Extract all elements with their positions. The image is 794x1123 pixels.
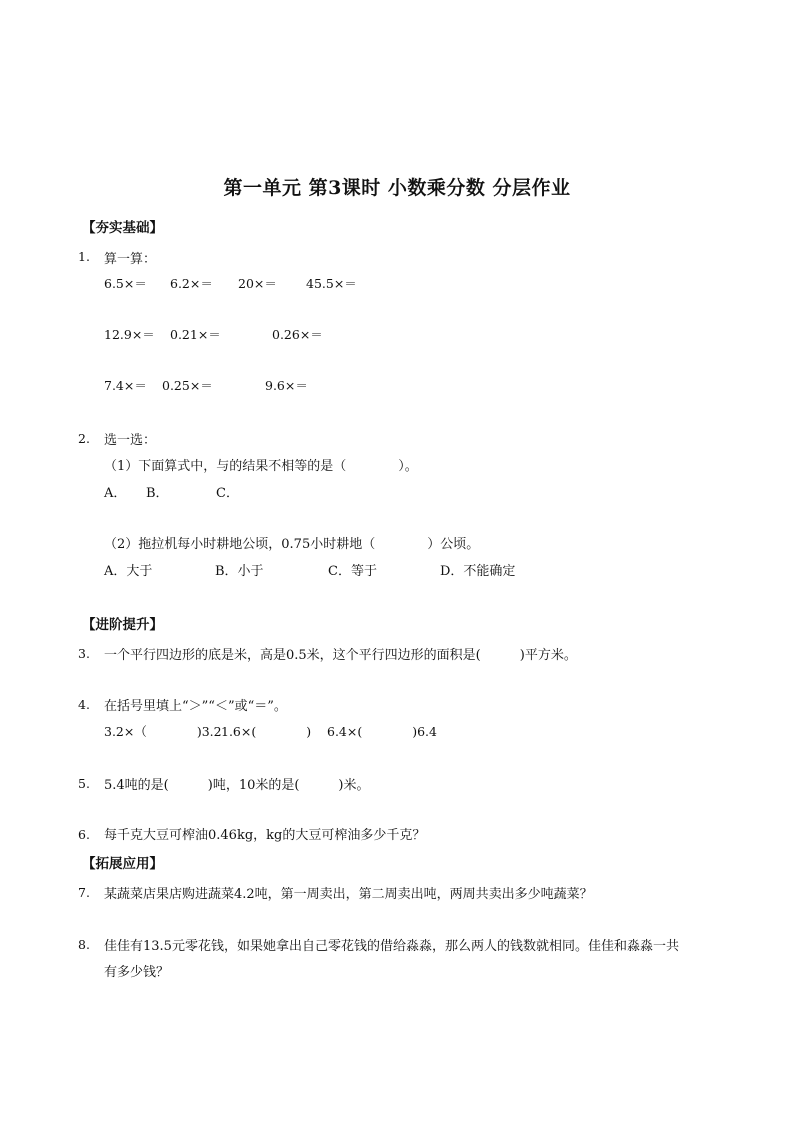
- q1-expr-10: 9.6×＝: [265, 378, 308, 393]
- question-7-number: 7.: [78, 885, 90, 900]
- q1-expr-9: 0.25×＝: [162, 378, 213, 393]
- q2-part-2: （2）拖拉机每小时耕地公顷，0.75小时耕地（ ）公顷。: [104, 537, 480, 552]
- worksheet-title: 第一单元 第3课时 小数乘分数 分层作业: [223, 177, 571, 199]
- q2-part-1: （1）下面算式中，与的结果不相等的是（ ）。: [104, 459, 418, 474]
- q1-expr-6: 0.21×＝: [170, 327, 221, 342]
- question-1-stem: 算一算：: [104, 252, 157, 267]
- q1-expr-3: 20×＝: [238, 276, 277, 291]
- question-4-number: 4.: [78, 697, 90, 712]
- q2-part-2-option-d: D．不能确定: [440, 564, 516, 579]
- question-2-stem: 选一选：: [104, 433, 157, 448]
- section-heading-application: 【拓展应用】: [82, 856, 163, 872]
- question-8-number: 8.: [78, 937, 90, 952]
- q1-expr-5: 12.9×＝: [104, 327, 155, 342]
- q1-expr-1: 6.5×＝: [104, 276, 147, 291]
- question-5-text: 5.4吨的是( )吨，10米的是( )米。: [104, 778, 370, 793]
- q1-expr-4: 45.5×＝: [306, 276, 357, 291]
- question-6-text: 每千克大豆可榨油0.46kg，kg的大豆可榨油多少千克？: [104, 828, 426, 843]
- question-2-number: 2.: [78, 431, 90, 446]
- q4-item-1: 3.2×（ )3.2: [104, 724, 222, 739]
- question-7-text: 某蔬菜店果店购进蔬菜4.2吨，第一周卖出，第二周卖出吨，两周共卖出多少吨蔬菜？: [104, 887, 593, 902]
- q2-part-2-option-b: B．小于: [215, 564, 264, 579]
- question-5-number: 5.: [78, 776, 90, 791]
- section-heading-foundation: 【夯实基础】: [82, 220, 163, 236]
- q2-part-1-option-b: B．: [146, 486, 169, 501]
- q2-part-2-option-a: A．大于: [104, 564, 153, 579]
- q2-part-1-option-a: A．: [104, 486, 127, 501]
- section-heading-advanced: 【进阶提升】: [82, 617, 163, 633]
- question-4-text: 在括号里填上“＞”“＜”或“＝”。: [104, 699, 287, 714]
- q1-expr-2: 6.2×＝: [170, 276, 213, 291]
- question-6-number: 6.: [78, 827, 90, 842]
- question-3-text: 一个平行四边形的底是米，高是0.5米，这个平行四边形的面积是( )平方米。: [104, 648, 577, 663]
- q4-item-2: 1.6×( ): [221, 724, 312, 739]
- question-3-number: 3.: [78, 646, 90, 661]
- q1-expr-8: 7.4×＝: [104, 378, 147, 393]
- question-1-number: 1.: [78, 249, 90, 264]
- q4-item-3: 6.4×( )6.4: [327, 724, 437, 739]
- q2-part-1-option-c: C．: [216, 486, 239, 501]
- question-8-line-1: 佳佳有13.5元零花钱，如果她拿出自己零花钱的借给淼淼，那么两人的钱数就相同。佳佳和淼淼一共: [104, 939, 679, 954]
- question-8-line-2: 有多少钱？: [104, 965, 170, 980]
- q1-expr-7: 0.26×＝: [272, 327, 323, 342]
- q2-part-2-option-c: C．等于: [328, 564, 377, 579]
